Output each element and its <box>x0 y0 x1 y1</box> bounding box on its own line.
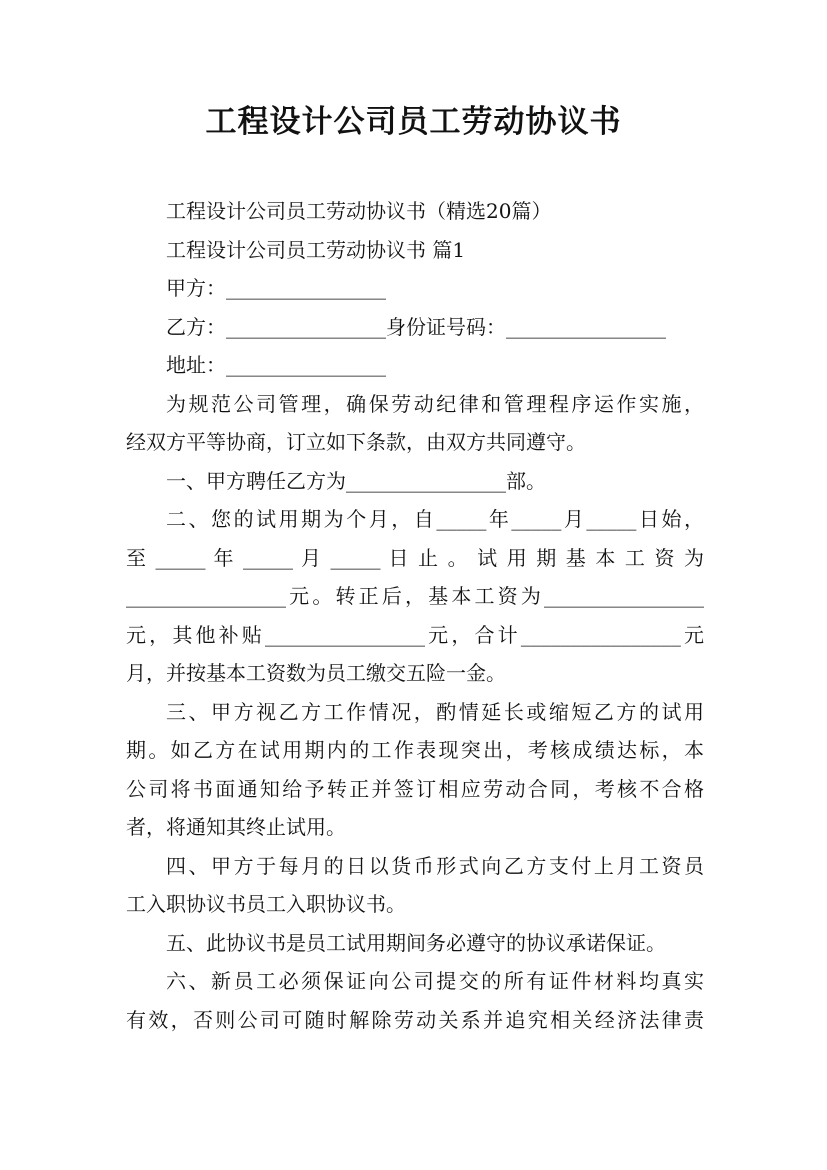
party-a-line: 甲方：________________ <box>166 276 386 300</box>
document-title: 工程设计公司员工劳动协议书 <box>205 104 622 140</box>
clause-3-line: 者，将通知其终止试用。 <box>126 815 346 839</box>
clause-1-line: 一、甲方聘任乙方为________________部。 <box>166 468 546 493</box>
clause-4-line: 四、甲方于每月的日以货币形式向乙方支付上月工资员 <box>166 853 704 878</box>
clause-6-line: 六、新员工必须保证向公司提交的所有证件材料均真实 <box>166 969 704 993</box>
paragraph-line: 为规范公司管理，确保劳动纪律和管理程序运作实施， <box>166 391 704 416</box>
party-b-line: 乙方：________________身份证号码：________________ <box>166 314 666 339</box>
clause-2-line: 月，并按基本工资数为员工缴交五险一金。 <box>126 661 506 685</box>
clause-5-line: 五、此协议书是员工试用期间务必遵守的协议承诺保证。 <box>166 930 666 955</box>
clause-2-line: ________________元。转正后，基本工资为________________ <box>126 584 704 608</box>
clause-3-line: 三、甲方视乙方工作情况，酌情延长或缩短乙方的试用 <box>166 699 704 724</box>
document-body <box>126 192 704 1039</box>
clause-3-line: 公司将书面通知给予转正并签订相应劳动合同，考核不合格 <box>126 776 704 801</box>
clause-2-line: 元，其他补贴________________元，合计________________元 <box>126 622 704 647</box>
clause-6-line: 有效，否则公司可随时解除劳动关系并追究相关经济法律责 <box>126 1007 704 1032</box>
clause-4-line: 工入职协议书员工入职协议书。 <box>126 892 406 916</box>
paragraph-line: 经双方平等协商，订立如下条款，由双方共同遵守。 <box>126 430 586 454</box>
clause-2-line: 至 _____ 年 _____ 月 _____ 日 止 。 试 用 期 基 本 工 资 为 <box>126 545 704 570</box>
address-line: 地址：________________ <box>166 353 386 377</box>
clause-3-line: 期。如乙方在试用期内的工作表现突出，考核成绩达标，本 <box>126 738 704 762</box>
subtitle-line: 工程设计公司员工劳动协议书（精选20篇） <box>166 199 552 223</box>
section-heading: 工程设计公司员工劳动协议书 篇1 <box>166 237 466 262</box>
clause-2-line: 二、您的试用期为个月，自_____年_____月_____日始， <box>166 507 704 531</box>
